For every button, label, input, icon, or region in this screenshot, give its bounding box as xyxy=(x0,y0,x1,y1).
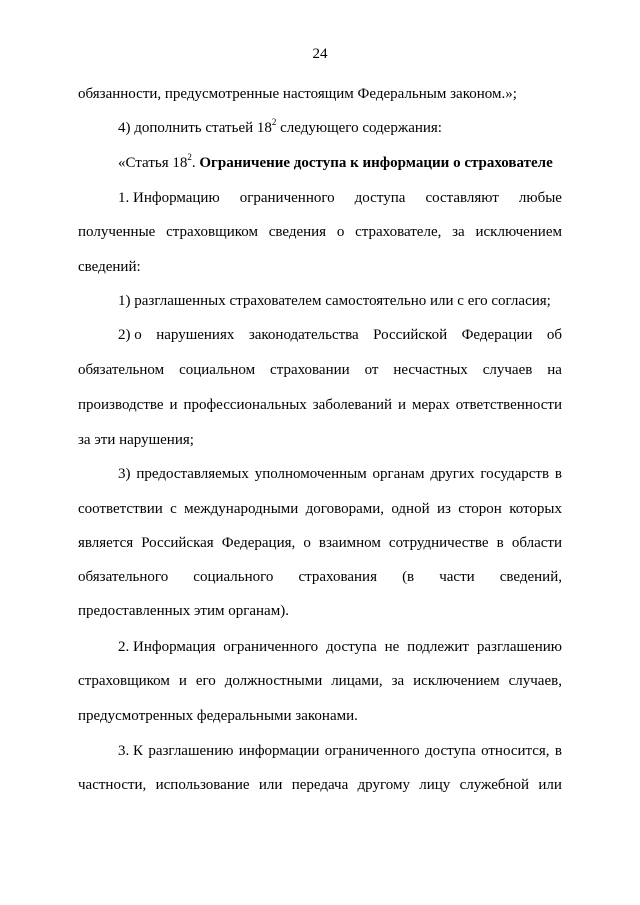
word: страхователе, xyxy=(355,224,442,240)
word: законодательства xyxy=(248,327,359,343)
article-title: Ограничение доступа к информации о страхователе xyxy=(199,155,553,171)
word: сотрудничестве xyxy=(388,535,489,551)
word: нарушениях xyxy=(156,327,235,343)
item-4: 4) дополнить статьей $18^2$ следующего содержания: xyxy=(118,117,442,136)
word: случаев, xyxy=(508,673,562,689)
word: за xyxy=(391,673,405,689)
word: ограниченного xyxy=(324,743,420,759)
word: 3. К xyxy=(118,743,144,759)
word: служебной xyxy=(459,777,530,793)
word: в xyxy=(496,535,504,551)
word: за xyxy=(452,224,465,240)
word: государств xyxy=(480,466,550,482)
word: Российская xyxy=(141,535,214,551)
word: подлежит xyxy=(407,639,469,655)
word: любые xyxy=(518,190,562,206)
word: должностными xyxy=(224,673,323,689)
word: из xyxy=(436,501,451,517)
subitem-3-line-3 xyxy=(78,533,562,553)
word: разглашению xyxy=(476,639,562,655)
subitem-3-line-5: предоставленных этим органам). xyxy=(78,603,289,619)
word: ограниченного xyxy=(223,639,319,655)
word: о xyxy=(303,535,311,551)
word: с xyxy=(170,501,177,517)
subitem-3-line-1 xyxy=(118,464,562,484)
word: Федерации xyxy=(461,327,533,343)
word: сведения xyxy=(268,224,327,240)
word: исключением xyxy=(475,224,562,240)
word: страховщиком xyxy=(78,673,170,689)
word: 2. Информация xyxy=(118,639,216,655)
word: на xyxy=(547,362,562,378)
word: или xyxy=(538,777,562,793)
article-heading: «Статья $18^2$. Ограничение доступа к информации о страхователе xyxy=(118,152,553,171)
word: информации xyxy=(238,743,320,759)
word: части xyxy=(439,569,475,585)
word: от xyxy=(364,362,379,378)
word: сторон xyxy=(458,501,502,517)
paragraph-3-line-2 xyxy=(78,775,562,795)
word: использование xyxy=(155,777,250,793)
word: полученные xyxy=(78,224,156,240)
subitem-3-line-2 xyxy=(78,499,562,519)
word: лицами, xyxy=(331,673,383,689)
word: страховании xyxy=(270,362,350,378)
word: (в xyxy=(402,569,415,585)
word: является xyxy=(78,535,134,551)
word: области xyxy=(511,535,562,551)
word: других xyxy=(430,466,475,482)
subitem-2-line-4: за эти нарушения; xyxy=(78,432,194,448)
paragraph-3-line-1 xyxy=(118,741,562,761)
word: 2) о xyxy=(118,327,142,343)
word: сведений, xyxy=(499,569,562,585)
paragraph-2-line-3: предусмотренных федеральными законами. xyxy=(78,708,358,724)
paragraph-2-line-1 xyxy=(118,637,562,657)
word: заболеваний xyxy=(312,397,393,413)
word: договорами, xyxy=(305,501,384,517)
word: международными xyxy=(184,501,299,517)
word: ответственности xyxy=(455,397,562,413)
subitem-2-line-3 xyxy=(78,395,562,415)
paragraph-2-line-2 xyxy=(78,671,562,691)
word: частности, xyxy=(78,777,147,793)
word: ограниченного xyxy=(239,190,335,206)
paragraph-1-line-1 xyxy=(118,188,562,208)
word: страховщиком xyxy=(166,224,258,240)
subitem-2-line-2 xyxy=(78,360,562,380)
word: предоставляемых xyxy=(136,466,249,482)
word: одной xyxy=(391,501,430,517)
word: исключением xyxy=(413,673,500,689)
word: передача xyxy=(291,777,349,793)
word: и xyxy=(178,673,187,689)
word: доступа xyxy=(326,639,377,655)
word: мерах xyxy=(411,397,450,413)
word: Федерация, xyxy=(221,535,296,551)
subitem-2-line-1 xyxy=(118,325,562,345)
word: органам xyxy=(372,466,425,482)
word: разглашению xyxy=(148,743,234,759)
word: лицу xyxy=(419,777,451,793)
word: составляют xyxy=(425,190,499,206)
word: уполномоченным xyxy=(254,466,367,482)
word: относится, xyxy=(481,743,550,759)
word: взаимном xyxy=(318,535,381,551)
word: которых xyxy=(509,501,562,517)
word: доступа xyxy=(354,190,406,206)
word: социальном xyxy=(179,362,256,378)
subitem-1: 1) разглашенных страхователем самостоятельно или с его согласия; xyxy=(118,293,551,309)
page-number: 24 xyxy=(312,46,328,62)
word: обязательного xyxy=(78,569,169,585)
paragraph-1-line-2 xyxy=(78,222,562,242)
word: доступа xyxy=(425,743,476,759)
word: и xyxy=(397,397,407,413)
word: об xyxy=(546,327,562,343)
word: о xyxy=(336,224,345,240)
word: в xyxy=(554,743,562,759)
word: 1. Информацию xyxy=(118,190,220,206)
word: его xyxy=(195,673,216,689)
word: профессиональных xyxy=(183,397,307,413)
text-line: обязанности, предусмотренные настоящим Федеральным законом.»; xyxy=(78,86,517,102)
word: и xyxy=(169,397,178,413)
word: несчастных xyxy=(393,362,468,378)
paragraph-1-line-3: сведений: xyxy=(78,259,141,275)
subitem-3-line-4 xyxy=(78,567,562,587)
word: социального xyxy=(193,569,274,585)
word: другому xyxy=(357,777,410,793)
word: Российской xyxy=(373,327,448,343)
word: производстве xyxy=(78,397,164,413)
word: обязательном xyxy=(78,362,165,378)
word: 3) xyxy=(118,466,131,482)
word: не xyxy=(384,639,400,655)
word: случаев xyxy=(482,362,533,378)
word: или xyxy=(258,777,283,793)
word: страхования xyxy=(298,569,377,585)
word: в xyxy=(554,466,562,482)
word: соответствии xyxy=(78,501,163,517)
